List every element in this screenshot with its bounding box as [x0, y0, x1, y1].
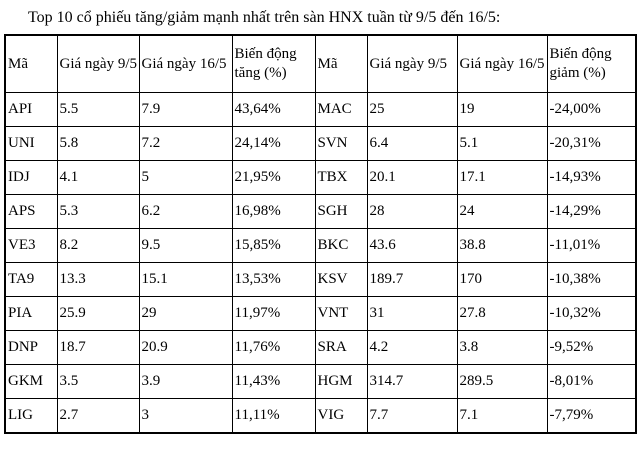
column-header-ticker-gainers: Mã [5, 35, 57, 93]
table-cell: 20.9 [139, 331, 232, 365]
table-cell: 7.9 [139, 93, 232, 127]
table-cell: 17.1 [457, 161, 547, 195]
table-cell: -7,79% [547, 399, 636, 434]
table-cell: 314.7 [367, 365, 457, 399]
table-cell: -8,01% [547, 365, 636, 399]
table-row [5, 195, 636, 229]
column-header-price-9-5-gainers: Giá ngày 9/5 [57, 35, 139, 93]
table-row [5, 331, 636, 365]
table-cell: 5.8 [57, 127, 139, 161]
table-cell: 3.9 [139, 365, 232, 399]
stock-table [4, 34, 637, 434]
table-row [5, 229, 636, 263]
table-cell: 21,95% [232, 161, 315, 195]
page-title: Top 10 cổ phiếu tăng/giảm mạnh nhất trên sàn HNX tuần từ 9/5 đến 16/5: [28, 9, 501, 26]
table-cell: LIG [5, 399, 57, 434]
table-cell: 9.5 [139, 229, 232, 263]
table-cell: 189.7 [367, 263, 457, 297]
table-row [5, 365, 636, 399]
table-cell: 24,14% [232, 127, 315, 161]
table-cell: 29 [139, 297, 232, 331]
table-cell: 13,53% [232, 263, 315, 297]
table-cell: 7.2 [139, 127, 232, 161]
table-cell: -20,31% [547, 127, 636, 161]
table-cell: 15.1 [139, 263, 232, 297]
table-cell: 5.3 [57, 195, 139, 229]
table-cell: 16,98% [232, 195, 315, 229]
table-cell: -10,38% [547, 263, 636, 297]
table-cell: 2.7 [57, 399, 139, 434]
table-cell: SVN [315, 127, 367, 161]
table-cell: GKM [5, 365, 57, 399]
table-cell: VNT [315, 297, 367, 331]
column-header-price-16-5-losers: Giá ngày 16/5 [457, 35, 547, 93]
table-cell: BKC [315, 229, 367, 263]
column-header-price-16-5-gainers: Giá ngày 16/5 [139, 35, 232, 93]
table-cell: 20.1 [367, 161, 457, 195]
table-cell: 19 [457, 93, 547, 127]
table-cell: 8.2 [57, 229, 139, 263]
table-cell: SGH [315, 195, 367, 229]
table-row [5, 399, 636, 434]
table-cell: API [5, 93, 57, 127]
table-cell: 11,97% [232, 297, 315, 331]
column-header-price-9-5-losers: Giá ngày 9/5 [367, 35, 457, 93]
table-cell: 4.1 [57, 161, 139, 195]
table-cell: VE3 [5, 229, 57, 263]
table-row [5, 93, 636, 127]
table-cell: 11,11% [232, 399, 315, 434]
table-cell: -11,01% [547, 229, 636, 263]
table-cell: 3.5 [57, 365, 139, 399]
table-cell: TBX [315, 161, 367, 195]
column-header-change-down: Biến động giảm (%) [547, 35, 636, 93]
table-cell: -14,29% [547, 195, 636, 229]
table-cell: TA9 [5, 263, 57, 297]
table-row [5, 127, 636, 161]
table-row [5, 161, 636, 195]
table-cell: 3 [139, 399, 232, 434]
table-cell: 7.7 [367, 399, 457, 434]
table-cell: SRA [315, 331, 367, 365]
table-cell: 43,64% [232, 93, 315, 127]
table-cell: -14,93% [547, 161, 636, 195]
table-cell: APS [5, 195, 57, 229]
table-cell: 25 [367, 93, 457, 127]
table-cell: 5 [139, 161, 232, 195]
table-cell: 11,43% [232, 365, 315, 399]
table-cell: 28 [367, 195, 457, 229]
table-cell: 11,76% [232, 331, 315, 365]
table-cell: 27.8 [457, 297, 547, 331]
table-cell: -9,52% [547, 331, 636, 365]
table-cell: 3.8 [457, 331, 547, 365]
table-cell: 15,85% [232, 229, 315, 263]
table-cell: -10,32% [547, 297, 636, 331]
table-cell: 6.2 [139, 195, 232, 229]
table-cell: IDJ [5, 161, 57, 195]
table-cell: VIG [315, 399, 367, 434]
table-cell: UNI [5, 127, 57, 161]
table-cell: 7.1 [457, 399, 547, 434]
table-cell: HGM [315, 365, 367, 399]
table-cell: 24 [457, 195, 547, 229]
table-cell: 31 [367, 297, 457, 331]
table-cell: 4.2 [367, 331, 457, 365]
table-row [5, 297, 636, 331]
table-cell: PIA [5, 297, 57, 331]
table-body [5, 93, 636, 434]
table-cell: -24,00% [547, 93, 636, 127]
table-cell: 5.5 [57, 93, 139, 127]
table-cell: 170 [457, 263, 547, 297]
table-cell: 5.1 [457, 127, 547, 161]
table-cell: 43.6 [367, 229, 457, 263]
table-cell: 6.4 [367, 127, 457, 161]
table-cell: MAC [315, 93, 367, 127]
column-header-ticker-losers: Mã [315, 35, 367, 93]
table-row [5, 263, 636, 297]
table-cell: 25.9 [57, 297, 139, 331]
table-cell: 289.5 [457, 365, 547, 399]
table-cell: 13.3 [57, 263, 139, 297]
table-cell: KSV [315, 263, 367, 297]
column-header-change-up: Biến động tăng (%) [232, 35, 315, 93]
table-header-row [5, 35, 636, 93]
table-cell: 18.7 [57, 331, 139, 365]
table-cell: 38.8 [457, 229, 547, 263]
table-cell: DNP [5, 331, 57, 365]
